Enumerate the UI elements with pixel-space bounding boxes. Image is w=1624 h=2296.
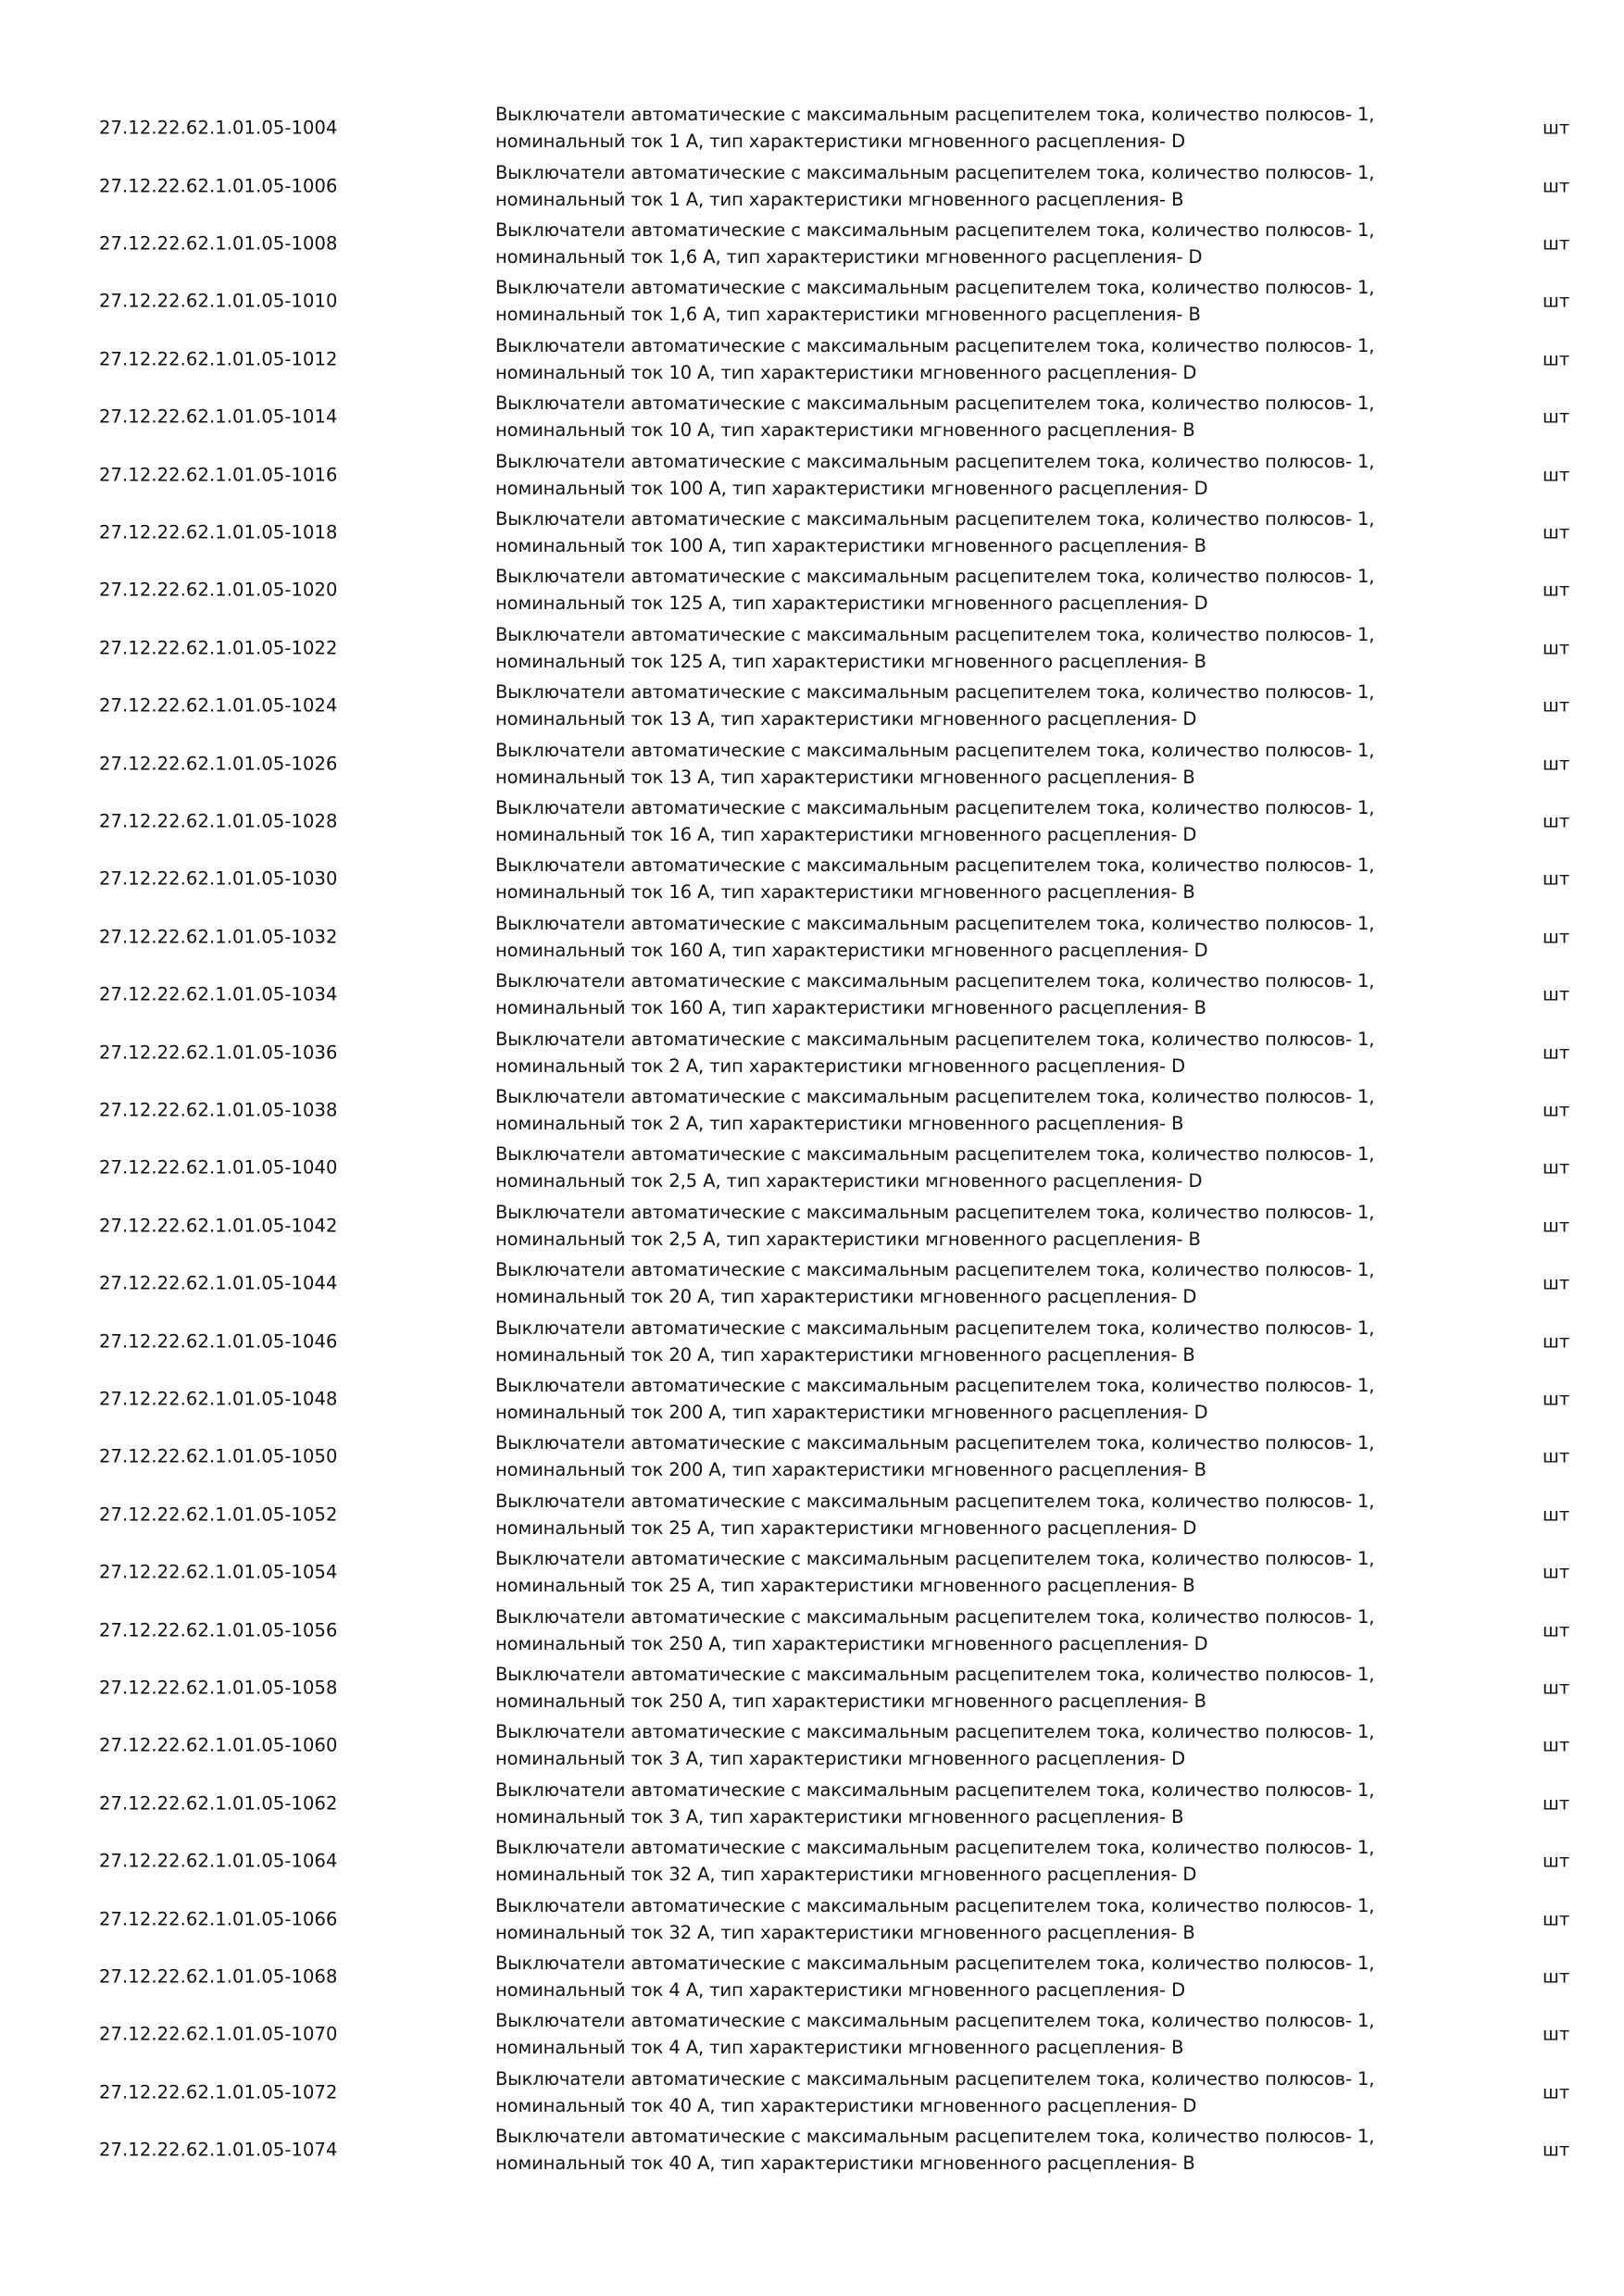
description-line-2: номинальный ток 200 А, тип характеристики мгновенного расцепления- В	[495, 1459, 1206, 1481]
resource-description	[495, 1428, 1421, 1485]
resource-description	[495, 504, 1421, 561]
resource-description	[495, 966, 1421, 1023]
resource-description	[495, 1486, 1421, 1543]
resource-code: 27.12.22.62.1.01.05-1024	[99, 694, 338, 717]
unit-of-measure: шт	[1543, 579, 1570, 601]
table-row	[0, 156, 1624, 214]
description-line-1: Выключатели автоматические с максимальным расцепителем тока, количество полюсов- 1,	[495, 161, 1375, 183]
resource-code: 27.12.22.62.1.01.05-1040	[99, 1156, 338, 1179]
resource-code: 27.12.22.62.1.01.05-1028	[99, 810, 338, 832]
table-row	[0, 1486, 1624, 1543]
resource-description	[495, 1197, 1421, 1254]
resource-description	[495, 1832, 1421, 1890]
description-line-1: Выключатели автоматические с максимальным расцепителем тока, количество полюсов- 1,	[495, 218, 1375, 241]
description-line-2: номинальный ток 32 А, тип характеристики мгновенного расцепления- В	[495, 1921, 1195, 1943]
resource-code: 27.12.22.62.1.01.05-1070	[99, 2023, 338, 2045]
unit-of-measure: шт	[1543, 1677, 1570, 1699]
resource-code: 27.12.22.62.1.01.05-1044	[99, 1272, 338, 1294]
description-line-2: номинальный ток 2 А, тип характеристики мгновенного расцепления- В	[495, 1112, 1184, 1134]
resource-description	[495, 1716, 1421, 1774]
description-line-2: номинальный ток 1 А, тип характеристики мгновенного расцепления- D	[495, 131, 1185, 153]
resource-description	[495, 1081, 1421, 1139]
description-line-1: Выключатели автоматические с максимальным расцепителем тока, количество полюсов- 1,	[495, 1778, 1375, 1801]
description-line-2: номинальный ток 200 А, тип характеристики мгновенного расцепления- D	[495, 1401, 1208, 1423]
description-line-1: Выключатели автоматические с максимальным расцепителем тока, количество полюсов- 1,	[495, 1663, 1375, 1685]
table-row	[0, 619, 1624, 677]
resource-description	[495, 1543, 1421, 1601]
resource-code: 27.12.22.62.1.01.05-1058	[99, 1677, 338, 1699]
table-row	[0, 2005, 1624, 2063]
description-line-1: Выключатели автоматические с максимальным расцепителем тока, количество полюсов- 1,	[495, 507, 1375, 530]
unit-of-measure: шт	[1543, 1156, 1570, 1179]
table-row	[0, 1428, 1624, 1485]
table-row	[0, 1890, 1624, 1947]
table-row	[0, 504, 1624, 561]
unit-of-measure: шт	[1543, 753, 1570, 775]
unit-of-measure: шт	[1543, 232, 1570, 255]
resource-description	[495, 561, 1421, 618]
description-line-1: Выключатели автоматические с максимальным расцепителем тока, количество полюсов- 1,	[495, 970, 1375, 992]
description-line-1: Выключатели автоматические с максимальным расцепителем тока, количество полюсов- 1,	[495, 1374, 1375, 1396]
resource-description	[495, 850, 1421, 907]
description-line-2: номинальный ток 2,5 А, тип характеристики мгновенного расцепления- D	[495, 1170, 1203, 1192]
table-row	[0, 1081, 1624, 1139]
description-line-2: номинальный ток 25 А, тип характеристики мгновенного расцепления- В	[495, 1575, 1195, 1597]
description-line-1: Выключатели автоматические с максимальным расцепителем тока, количество полюсов- 1,	[495, 277, 1375, 299]
table-row	[0, 1601, 1624, 1658]
description-line-1: Выключатели автоматические с максимальным расцепителем тока, количество полюсов- 1,	[495, 393, 1375, 415]
description-line-2: номинальный ток 250 А, тип характеристики мгновенного расцепления- D	[495, 1632, 1208, 1654]
unit-of-measure: шт	[1543, 2023, 1570, 2045]
resource-description	[495, 1023, 1421, 1080]
unit-of-measure: шт	[1543, 637, 1570, 659]
description-line-1: Выключатели автоматические с максимальным расцепителем тока, количество полюсов- 1,	[495, 1085, 1375, 1107]
resource-description	[495, 215, 1421, 272]
resource-code: 27.12.22.62.1.01.05-1052	[99, 1504, 338, 1526]
resource-code: 27.12.22.62.1.01.05-1064	[99, 1850, 338, 1872]
unit-of-measure: шт	[1543, 810, 1570, 832]
description-line-1: Выключатели автоматические с максимальным расцепителем тока, количество полюсов- 1,	[495, 450, 1375, 472]
resource-description	[495, 1601, 1421, 1658]
unit-of-measure: шт	[1543, 1272, 1570, 1294]
description-line-2: номинальный ток 16 А, тип характеристики мгновенного расцепления- В	[495, 881, 1195, 904]
table-row	[0, 99, 1624, 156]
description-line-2: номинальный ток 10 А, тип характеристики мгновенного расцепления- D	[495, 361, 1197, 383]
resource-code: 27.12.22.62.1.01.05-1048	[99, 1388, 338, 1410]
resource-description	[495, 908, 1421, 966]
description-line-1: Выключатели автоматические с максимальным расцепителем тока, количество полюсов- 1,	[495, 1259, 1375, 1281]
resource-description	[495, 2005, 1421, 2063]
description-line-2: номинальный ток 250 А, тип характеристики мгновенного расцепления- В	[495, 1690, 1206, 1712]
description-line-1: Выключатели автоматические с максимальным расцепителем тока, количество полюсов- 1,	[495, 1894, 1375, 1916]
resource-description	[495, 388, 1421, 445]
resource-description	[495, 1890, 1421, 1947]
description-line-1: Выключатели автоматические с максимальным расцепителем тока, количество полюсов- 1,	[495, 1432, 1375, 1454]
resource-code: 27.12.22.62.1.01.05-1030	[99, 867, 338, 890]
resource-description	[495, 2121, 1421, 2178]
resource-code: 27.12.22.62.1.01.05-1010	[99, 290, 338, 312]
resource-code: 27.12.22.62.1.01.05-1054	[99, 1561, 338, 1583]
resource-description	[495, 331, 1421, 388]
table-row	[0, 734, 1624, 792]
resource-code: 27.12.22.62.1.01.05-1062	[99, 1792, 338, 1815]
table-row	[0, 215, 1624, 272]
resource-description	[495, 677, 1421, 734]
description-line-1: Выключатели автоматические с максимальным расцепителем тока, количество полюсов- 1,	[495, 104, 1375, 126]
table-row	[0, 1023, 1624, 1080]
table-row	[0, 850, 1624, 907]
resource-code: 27.12.22.62.1.01.05-1034	[99, 983, 338, 1005]
description-line-1: Выключатели автоматические с максимальным расцепителем тока, количество полюсов- 1,	[495, 334, 1375, 356]
resource-description	[495, 1659, 1421, 1716]
resource-code: 27.12.22.62.1.01.05-1056	[99, 1619, 338, 1641]
description-line-2: номинальный ток 100 А, тип характеристики мгновенного расцепления- В	[495, 534, 1206, 556]
description-line-1: Выключатели автоматические с максимальным расцепителем тока, количество полюсов- 1,	[495, 1837, 1375, 1859]
table-row	[0, 1543, 1624, 1601]
unit-of-measure: шт	[1543, 1792, 1570, 1815]
description-line-1: Выключатели автоматические с максимальным расцепителем тока, количество полюсов- 1,	[495, 1316, 1375, 1339]
resource-code: 27.12.22.62.1.01.05-1068	[99, 1965, 338, 1988]
resource-code: 27.12.22.62.1.01.05-1074	[99, 2139, 338, 2161]
resource-code: 27.12.22.62.1.01.05-1066	[99, 1908, 338, 1930]
table-row	[0, 1948, 1624, 2005]
table-row	[0, 1659, 1624, 1716]
description-line-2: номинальный ток 13 А, тип характеристики мгновенного расцепления- В	[495, 766, 1195, 788]
description-line-1: Выключатели автоматические с максимальным расцепителем тока, количество полюсов- 1,	[495, 2010, 1375, 2032]
table-row	[0, 1775, 1624, 1832]
description-line-2: номинальный ток 160 А, тип характеристики мгновенного расцепления- В	[495, 997, 1206, 1019]
resource-code: 27.12.22.62.1.01.05-1042	[99, 1215, 338, 1237]
unit-of-measure: шт	[1543, 1561, 1570, 1583]
description-line-1: Выключатели автоматические с максимальным расцепителем тока, количество полюсов- 1,	[495, 681, 1375, 704]
description-line-1: Выключатели автоматические с максимальным расцепителем тока, количество полюсов- 1,	[495, 912, 1375, 934]
description-line-2: номинальный ток 32 А, тип характеристики мгновенного расцепления- D	[495, 1864, 1197, 1886]
unit-of-measure: шт	[1543, 694, 1570, 717]
table-row	[0, 908, 1624, 966]
table-row	[0, 445, 1624, 503]
description-line-2: номинальный ток 3 А, тип характеристики мгновенного расцепления- В	[495, 1805, 1184, 1828]
description-line-2: номинальный ток 20 А, тип характеристики мгновенного расцепления- В	[495, 1343, 1195, 1366]
description-line-2: номинальный ток 20 А, тип характеристики мгновенного расцепления- D	[495, 1286, 1197, 1308]
resource-code: 27.12.22.62.1.01.05-1008	[99, 232, 338, 255]
resource-code: 27.12.22.62.1.01.05-1060	[99, 1734, 338, 1756]
table-row	[0, 677, 1624, 734]
unit-of-measure: шт	[1543, 1099, 1570, 1121]
table-row	[0, 2121, 1624, 2178]
description-line-1: Выключатели автоматические с максимальным расцепителем тока, количество полюсов- 1,	[495, 1952, 1375, 1974]
resource-code: 27.12.22.62.1.01.05-1020	[99, 579, 338, 601]
resource-description	[495, 272, 1421, 330]
description-line-2: номинальный ток 125 А, тип характеристики мгновенного расцепления- D	[495, 593, 1208, 615]
resource-description	[495, 1948, 1421, 2005]
table-row	[0, 388, 1624, 445]
description-line-1: Выключатели автоматические с максимальным расцепителем тока, количество полюсов- 1,	[495, 1028, 1375, 1050]
unit-of-measure: шт	[1543, 117, 1570, 139]
table-row	[0, 792, 1624, 850]
unit-of-measure: шт	[1543, 1388, 1570, 1410]
unit-of-measure: шт	[1543, 2081, 1570, 2103]
description-line-2: номинальный ток 1 А, тип характеристики мгновенного расцепления- В	[495, 188, 1184, 210]
resource-description	[495, 792, 1421, 850]
description-line-1: Выключатели автоматические с максимальным расцепителем тока, количество полюсов- 1,	[495, 623, 1375, 645]
unit-of-measure: шт	[1543, 1504, 1570, 1526]
unit-of-measure: шт	[1543, 175, 1570, 197]
resource-description	[495, 2064, 1421, 2121]
resource-code: 27.12.22.62.1.01.05-1026	[99, 753, 338, 775]
description-line-1: Выключатели автоматические с максимальным расцепителем тока, количество полюсов- 1,	[495, 2067, 1375, 2090]
unit-of-measure: шт	[1543, 406, 1570, 428]
description-line-2: номинальный ток 160 А, тип характеристики мгновенного расцепления- D	[495, 939, 1208, 961]
description-line-1: Выключатели автоматические с максимальным расцепителем тока, количество полюсов- 1,	[495, 1721, 1375, 1743]
description-line-2: номинальный ток 40 А, тип характеристики мгновенного расцепления- D	[495, 2094, 1197, 2116]
unit-of-measure: шт	[1543, 926, 1570, 948]
resource-description	[495, 734, 1421, 792]
table-row	[0, 966, 1624, 1023]
unit-of-measure: шт	[1543, 1908, 1570, 1930]
resource-code: 27.12.22.62.1.01.05-1012	[99, 348, 338, 370]
resource-code: 27.12.22.62.1.01.05-1018	[99, 521, 338, 543]
table-row	[0, 1370, 1624, 1428]
resource-code: 27.12.22.62.1.01.05-1072	[99, 2081, 338, 2103]
unit-of-measure: шт	[1543, 290, 1570, 312]
description-line-1: Выключатели автоматические с максимальным расцепителем тока, количество полюсов- 1,	[495, 1548, 1375, 1570]
description-line-2: номинальный ток 100 А, тип характеристики мгновенного расцепления- D	[495, 477, 1208, 499]
unit-of-measure: шт	[1543, 521, 1570, 543]
resource-description	[495, 99, 1421, 156]
resource-description	[495, 1370, 1421, 1428]
description-line-1: Выключатели автоматические с максимальным расцепителем тока, количество полюсов- 1,	[495, 1490, 1375, 1512]
unit-of-measure: шт	[1543, 2139, 1570, 2161]
table-row	[0, 1254, 1624, 1312]
description-line-2: номинальный ток 13 А, тип характеристики мгновенного расцепления- D	[495, 708, 1197, 730]
description-line-2: номинальный ток 1,6 А, тип характеристики мгновенного расцепления- В	[495, 304, 1201, 326]
unit-of-measure: шт	[1543, 1619, 1570, 1641]
resource-description	[495, 156, 1421, 214]
resource-description	[495, 445, 1421, 503]
table-row	[0, 561, 1624, 618]
unit-of-measure: шт	[1543, 348, 1570, 370]
description-line-2: номинальный ток 16 А, тип характеристики мгновенного расцепления- D	[495, 823, 1197, 845]
resource-code: 27.12.22.62.1.01.05-1038	[99, 1099, 338, 1121]
description-line-1: Выключатели автоматические с максимальным расцепителем тока, количество полюсов- 1,	[495, 2126, 1375, 2148]
description-line-2: номинальный ток 4 А, тип характеристики мгновенного расцепления- В	[495, 2037, 1184, 2059]
unit-of-measure: шт	[1543, 1330, 1570, 1353]
table-row	[0, 1832, 1624, 1890]
description-line-2: номинальный ток 10 А, тип характеристики мгновенного расцепления- В	[495, 419, 1195, 442]
unit-of-measure: шт	[1543, 867, 1570, 890]
table-row	[0, 1312, 1624, 1369]
table-row	[0, 1716, 1624, 1774]
description-line-1: Выключатели автоматические с максимальным расцепителем тока, количество полюсов- 1,	[495, 739, 1375, 761]
description-line-2: номинальный ток 25 А, тип характеристики мгновенного расцепления- D	[495, 1516, 1197, 1539]
description-line-2: номинальный ток 1,6 А, тип характеристики мгновенного расцепления- D	[495, 245, 1203, 268]
description-line-1: Выключатели автоматические с максимальным расцепителем тока, количество полюсов- 1,	[495, 566, 1375, 588]
resource-code: 27.12.22.62.1.01.05-1032	[99, 926, 338, 948]
unit-of-measure: шт	[1543, 1215, 1570, 1237]
description-line-1: Выключатели автоматические с максимальным расцепителем тока, количество полюсов- 1,	[495, 796, 1375, 818]
table-row	[0, 2064, 1624, 2121]
description-line-2: номинальный ток 2 А, тип характеристики мгновенного расцепления- D	[495, 1054, 1185, 1077]
unit-of-measure: шт	[1543, 1965, 1570, 1988]
resource-code: 27.12.22.62.1.01.05-1004	[99, 117, 338, 139]
resource-description	[495, 619, 1421, 677]
resource-description	[495, 1254, 1421, 1312]
description-line-1: Выключатели автоматические с максимальным расцепителем тока, количество полюсов- 1,	[495, 855, 1375, 877]
resource-code: 27.12.22.62.1.01.05-1006	[99, 175, 338, 197]
description-line-2: номинальный ток 3 А, тип характеристики мгновенного расцепления- D	[495, 1748, 1185, 1770]
description-line-1: Выключатели автоматические с максимальным расцепителем тока, количество полюсов- 1,	[495, 1201, 1375, 1223]
resource-code: 27.12.22.62.1.01.05-1016	[99, 464, 338, 486]
description-line-1: Выключатели автоматические с максимальным расцепителем тока, количество полюсов- 1,	[495, 1605, 1375, 1628]
description-line-2: номинальный ток 40 А, тип характеристики мгновенного расцепления- В	[495, 2152, 1195, 2175]
resource-code: 27.12.22.62.1.01.05-1014	[99, 406, 338, 428]
resource-code: 27.12.22.62.1.01.05-1036	[99, 1042, 338, 1064]
resource-description	[495, 1139, 1421, 1196]
resource-code: 27.12.22.62.1.01.05-1050	[99, 1445, 338, 1467]
unit-of-measure: шт	[1543, 1734, 1570, 1756]
unit-of-measure: шт	[1543, 1445, 1570, 1467]
description-line-2: номинальный ток 125 А, тип характеристики мгновенного расцепления- В	[495, 650, 1206, 672]
description-line-1: Выключатели автоматические с максимальным расцепителем тока, количество полюсов- 1,	[495, 1143, 1375, 1166]
unit-of-measure: шт	[1543, 464, 1570, 486]
description-line-2: номинальный ток 4 А, тип характеристики мгновенного расцепления- D	[495, 1978, 1185, 2001]
table-row	[0, 331, 1624, 388]
resource-description	[495, 1775, 1421, 1832]
unit-of-measure: шт	[1543, 1850, 1570, 1872]
unit-of-measure: шт	[1543, 1042, 1570, 1064]
table-row	[0, 272, 1624, 330]
resource-code: 27.12.22.62.1.01.05-1046	[99, 1330, 338, 1353]
description-line-2: номинальный ток 2,5 А, тип характеристики мгновенного расцепления- В	[495, 1228, 1201, 1250]
resource-code: 27.12.22.62.1.01.05-1022	[99, 637, 338, 659]
table-row	[0, 1197, 1624, 1254]
resource-description	[495, 1312, 1421, 1369]
unit-of-measure: шт	[1543, 983, 1570, 1005]
table-row	[0, 1139, 1624, 1196]
